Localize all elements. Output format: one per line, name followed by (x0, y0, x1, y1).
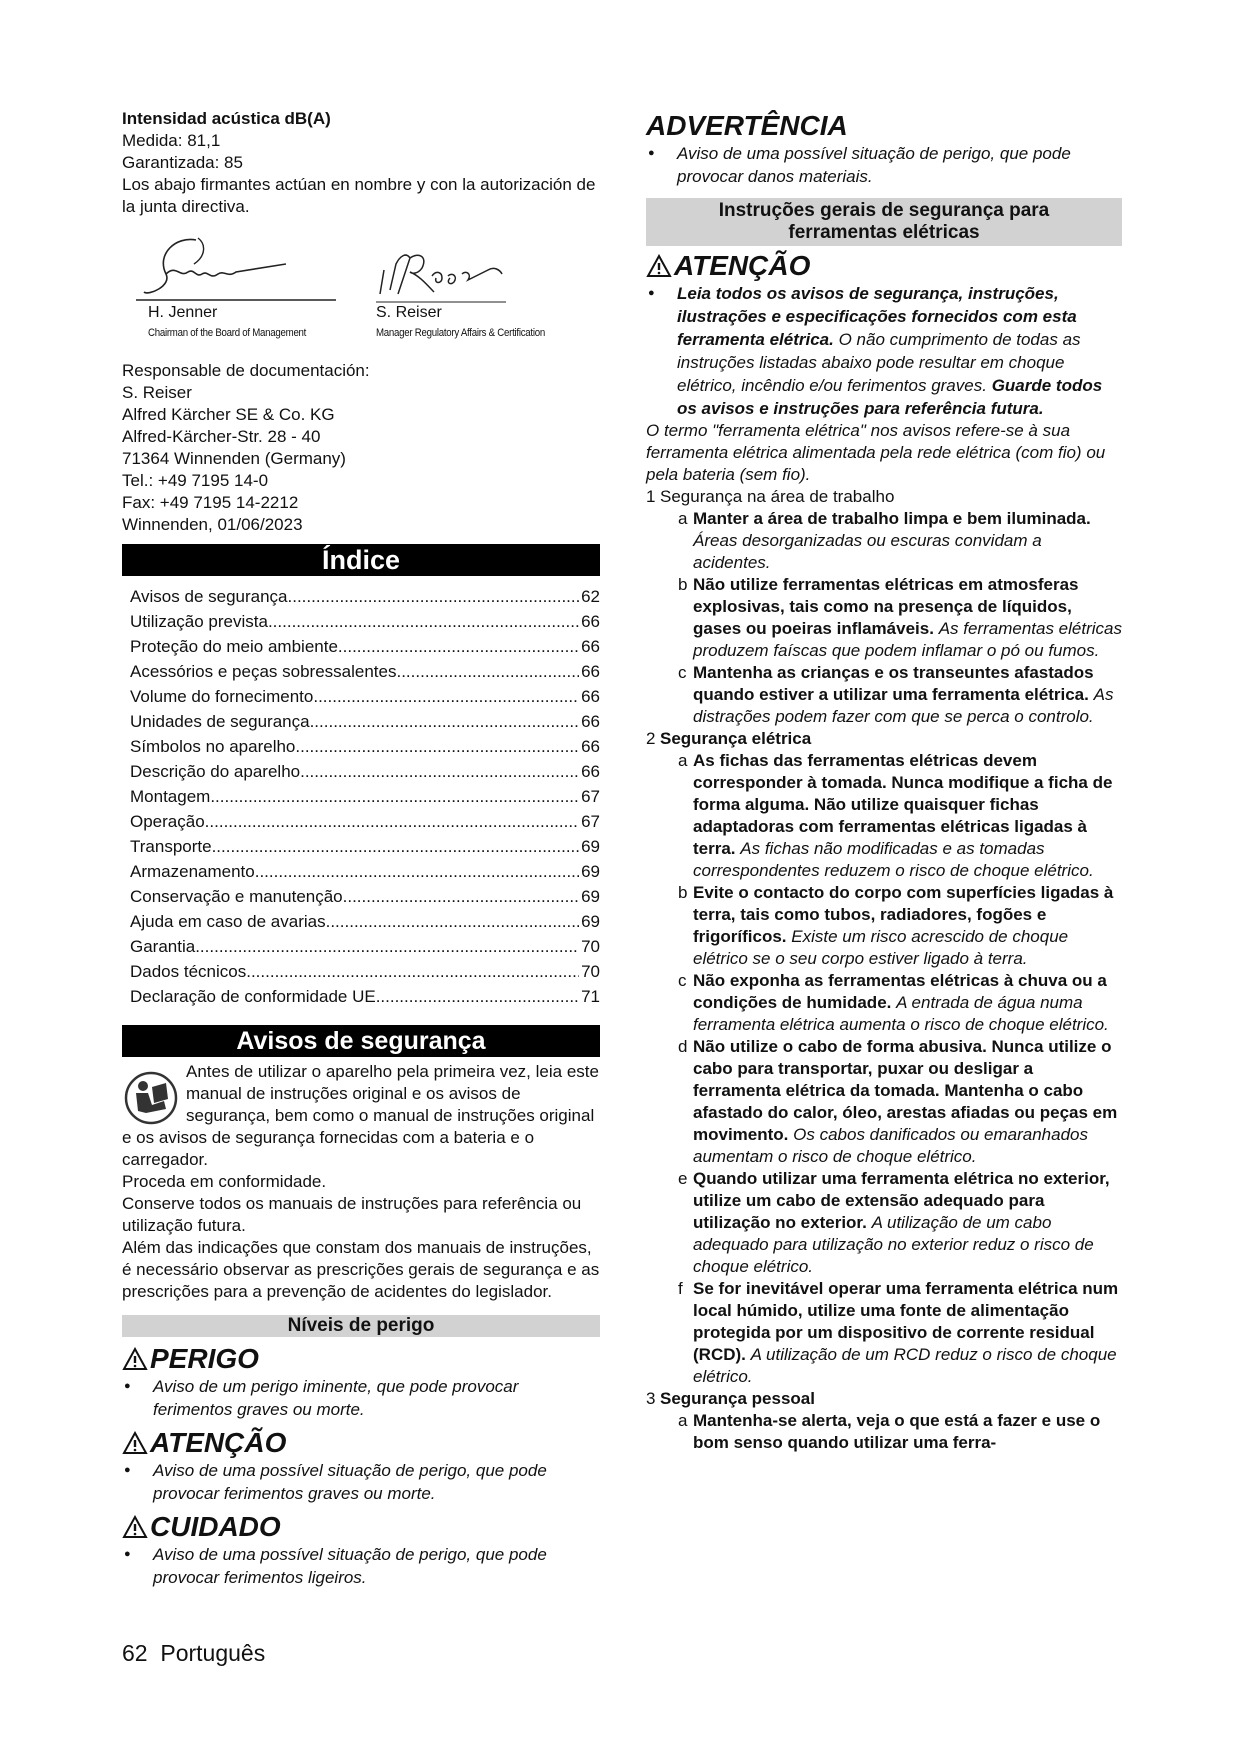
general-safety-heading: Instruções gerais de segurança para ferramentas elétricas (646, 198, 1122, 246)
responsible-line: Responsable de documentación: (122, 361, 370, 380)
section-2-heading: 2 Segurança elétrica (646, 729, 812, 748)
right-column (646, 110, 1122, 1454)
safety-paragraph: Além das indicações que constam dos manuais de instruções, é necessário observar as prescrições gerais de segurança e as prescrições para a prevenção de acidentes do legislador. (122, 1238, 600, 1301)
guaranteed-value: Garantizada: 85 (122, 153, 243, 172)
responsible-line: Alfred Kärcher SE & Co. KG (122, 405, 335, 424)
signatures-block (122, 232, 600, 352)
rule-2d: d Não utilize o cabo de forma abusiva. Nunca utilize o cabo para transportar, puxar ou desligar a ferramenta elétrica da tomada. Mantenha o cabo afastado do calor, óleo, arestas afiadas ou peças em movimento. Os cabos danificados ou emaranhados aumentam o risco de choque elétrico. (678, 1037, 1118, 1166)
section-1-heading: 1 Segurança na área de trabalho (646, 487, 895, 506)
rule-1a: a Manter a área de trabalho limpa e bem iluminada. Áreas desorganizadas ou escuras convidam a acidentes. (678, 509, 1091, 572)
danger-levels-heading: Níveis de perigo (122, 1315, 600, 1337)
rule-2e: e Quando utilizar uma ferramenta elétrica no exterior, utilize um cabo de extensão adequado para utilização no exterior. A utilização de um cabo adequado para utilização no exterior reduz o risco de choque elétrico. (678, 1169, 1110, 1276)
signer-role-1: Chairman of the Board of Management (148, 327, 307, 339)
safety-intro-block (122, 1061, 600, 1171)
rule-2b: b Evite o contacto do corpo com superfícies ligadas à terra, tais como tubos, radiadores, fogões e frigoríficos. Existe um risco acrescido de choque elétrico se o seu corpo estiver ligado à terra. (678, 883, 1114, 968)
toc-entry[interactable]: Garantia ..... 70 (122, 934, 600, 959)
section-3-heading: 3 Segurança pessoal (646, 1389, 815, 1408)
signer-role-2: Manager Regulatory Affairs & Certification (376, 327, 545, 339)
safety-intro-text: Antes de utilizar o aparelho pela primeira vez, leia este manual de instruções original e os avisos de segurança, bem como o manual de instruções original e os avisos de segurança fornecidas com a bateria e o carregador. (122, 1062, 599, 1169)
signature-reiser (376, 246, 506, 298)
safety-paragraph: Conserve todos os manuais de instruções para referência ou utilização futura. (122, 1194, 582, 1235)
toc-entry[interactable]: Acessórios e peças sobressalentes ..... 66 (122, 659, 600, 684)
rule-2c: c Não exponha as ferramentas elétricas à chuva ou a condições de humidade. A entrada de água numa ferramenta elétrica aumenta o risco de choque elétrico. (678, 971, 1109, 1034)
read-manual-icon (124, 1071, 178, 1125)
signer-name-2: S. Reiser (376, 304, 442, 321)
toc-entry[interactable]: Volume do fornecimento ..... 66 (122, 684, 600, 709)
responsible-line: S. Reiser (122, 383, 192, 402)
toc-entry[interactable]: Conservação e manutenção ..... 69 (122, 884, 600, 909)
read-all-warnings: ● Leia todos os avisos de segurança, instruções, ilustrações e especificações fornecidos com esta ferramenta elétrica. O não cumprimento de todas as instruções listadas abaixo pode resultar em choque elétrico, incêndio e/ou ferimentos graves. Guarde todos os avisos e instruções para referência futura. (646, 282, 1122, 420)
responsible-line: Alfred-Kärcher-Str. 28 - 40 (122, 427, 321, 446)
toc-entry[interactable]: Proteção do meio ambiente ..... 66 (122, 634, 600, 659)
sound-intensity-title: Intensidad acústica dB(A) (122, 109, 331, 128)
left-column (122, 108, 600, 1589)
toc-entry[interactable]: Armazenamento ..... 69 (122, 859, 600, 884)
responsible-line: Tel.: +49 7195 14-0 (122, 471, 269, 490)
responsible-line: 71364 Winnenden (Germany) (122, 449, 346, 468)
atencao-description: ● Aviso de uma possível situação de perigo, que pode provocar ferimentos graves ou morte. (122, 1459, 600, 1505)
toc-entry[interactable]: Operação ..... 67 (122, 809, 600, 834)
footer-language: Português (160, 1640, 266, 1666)
warning-triangle-icon (646, 254, 672, 278)
toc-entry[interactable]: Ajuda em caso de avarias ..... 69 (122, 909, 600, 934)
signers-text: Los abajo firmantes actúan en nombre y con la autorización de la junta directiva. (122, 175, 596, 216)
page-footer (122, 1640, 265, 1667)
responsible-line: Winnenden, 01/06/2023 (122, 515, 303, 534)
warning-triangle-icon (122, 1515, 148, 1539)
index-heading: Índice (122, 544, 600, 576)
atencao-heading: ATENÇÃO (122, 1427, 600, 1459)
warning-triangle-icon (122, 1347, 148, 1371)
signer-name-1: H. Jenner (148, 304, 218, 321)
advertencia-description: ● Aviso de uma possível situação de perigo, que pode provocar danos materiais. (646, 142, 1122, 188)
perigo-heading: PERIGO (122, 1343, 600, 1375)
safety-heading: Avisos de segurança (122, 1025, 600, 1057)
responsible-line: Fax: +49 7195 14-2212 (122, 493, 299, 512)
toc-entry[interactable]: Unidades de segurança ..... 66 (122, 709, 600, 734)
perigo-description: ● Aviso de um perigo iminente, que pode provocar ferimentos graves ou morte. (122, 1375, 600, 1421)
atencao-heading-right: ATENÇÃO (646, 250, 1122, 282)
rule-2f: f Se for inevitável operar uma ferramenta elétrica num local húmido, utilize uma fonte de alimentação protegida por um dispositivo de corrente residual (RCD). A utilização de um RCD reduz o risco de choque elétrico. (678, 1279, 1119, 1386)
signature-jenner (136, 234, 286, 304)
table-of-contents (122, 584, 600, 1009)
measured-value: Medida: 81,1 (122, 131, 221, 150)
term-definition: O termo "ferramenta elétrica" nos avisos refere-se à sua ferramenta elétrica alimentada pela rede elétrica (com fio) ou pela bateria (sem fio). (646, 421, 1106, 484)
toc-entry[interactable]: Utilização prevista ..... 66 (122, 609, 600, 634)
warning-triangle-icon (122, 1431, 148, 1455)
rule-2a: a As fichas das ferramentas elétricas devem corresponder à tomada. Nunca modifique a ficha de forma alguma. Não utilize quaisquer fichas adaptadoras com ferramentas elétricas ligadas à terra. As fichas não modificadas e as tomadas correspondentes reduzem o risco de choque elétrico. (678, 751, 1113, 880)
page-number: 62 (122, 1640, 148, 1666)
toc-entry[interactable]: Avisos de segurança ..... 62 (122, 584, 600, 609)
toc-entry[interactable]: Transporte ..... 69 (122, 834, 600, 859)
cuidado-heading: CUIDADO (122, 1511, 600, 1543)
toc-entry[interactable]: Declaração de conformidade UE ..... 71 (122, 984, 600, 1009)
toc-entry[interactable]: Montagem ..... 67 (122, 784, 600, 809)
rule-1b: b Não utilize ferramentas elétricas em atmosferas explosivas, tais como na presença de líquidos, gases ou poeiras inflamáveis. As ferramentas elétricas produzem faíscas que podem inflamar o pó ou fumos. (678, 575, 1122, 660)
cuidado-description: ● Aviso de uma possível situação de perigo, que pode provocar ferimentos ligeiros. (122, 1543, 600, 1589)
toc-entry[interactable]: Dados técnicos ..... 70 (122, 959, 600, 984)
rule-3a: a Mantenha-se alerta, veja o que está a fazer e use o bom senso quando utilizar uma ferra- (678, 1411, 1101, 1452)
toc-entry[interactable]: Símbolos no aparelho ..... 66 (122, 734, 600, 759)
safety-paragraph: Proceda em conformidade. (122, 1172, 327, 1191)
rule-1c: c Mantenha as crianças e os transeuntes afastados quando estiver a utilizar uma ferramenta elétrica. As distrações podem fazer com que se perca o controlo. (678, 663, 1114, 726)
advertencia-heading: ADVERTÊNCIA (646, 110, 848, 141)
toc-entry[interactable]: Descrição do aparelho ..... 66 (122, 759, 600, 784)
